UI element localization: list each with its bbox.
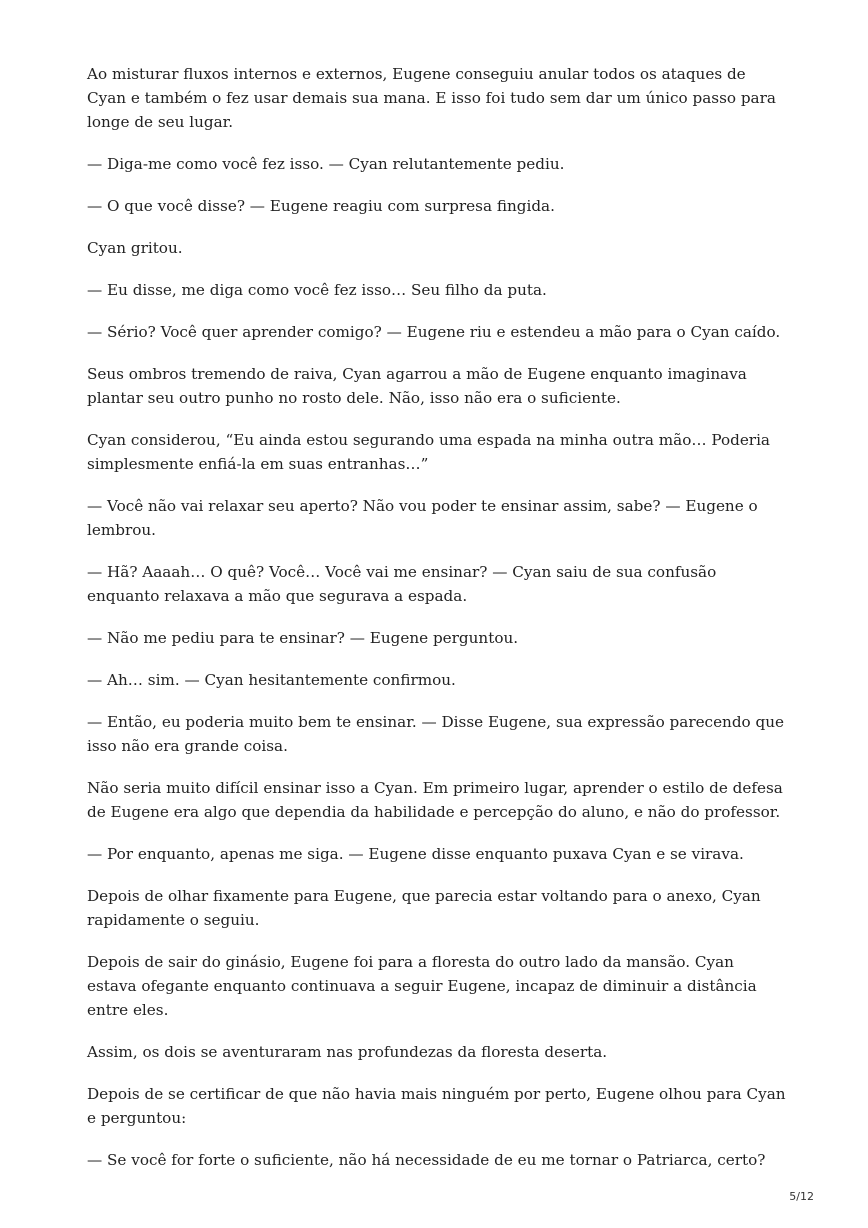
paragraph-14: Não seria muito difícil ensinar isso a Cyan. Em primeiro lugar, aprender o estilo de defesa de Eugene era algo que dependia da habilidade e percepção do aluno, e não do professor. — [87, 779, 783, 821]
paragraph-15: — Por enquanto, apenas me siga. — Eugene disse enquanto puxava Cyan e se virava. — [87, 845, 744, 863]
paragraph-9: — Você não vai relaxar seu aperto? Não vou poder te ensinar assim, sabe? — Eugene o lembrou. — [87, 497, 758, 539]
paragraph-10: — Hã? Aaaah… O quê? Você… Você vai me ensinar? — Cyan saiu de sua confusão enquanto relaxava a mão que segurava a espada. — [87, 563, 717, 605]
paragraph-12: — Ah… sim. — Cyan hesitantemente confirmou. — [87, 671, 456, 689]
paragraph-17: Depois de sair do ginásio, Eugene foi para a floresta do outro lado da mansão. Cyan estava ofegante enquanto continuava a seguir Eugene, incapaz de diminuir a distância entre eles. — [87, 953, 757, 1019]
paragraph-2: — Diga-me como você fez isso. — Cyan relutantemente pediu. — [87, 155, 565, 173]
paragraph-13: — Então, eu poderia muito bem te ensinar. — Disse Eugene, sua expressão parecendo que isso não era grande coisa. — [87, 713, 785, 755]
paragraph-3: — O que você disse? — Eugene reagiu com surpresa fingida. — [87, 197, 555, 215]
paragraph-4: Cyan gritou. — [87, 239, 183, 257]
paragraph-16: Depois de olhar fixamente para Eugene, que parecia estar voltando para o anexo, Cyan rapidamente o seguiu. — [87, 887, 761, 929]
document-page — [87, 62, 787, 1190]
paragraph-20: — Se você for forte o suficiente, não há necessidade de eu me tornar o Patriarca, certo? — [87, 1151, 766, 1169]
paragraph-11: — Não me pediu para te ensinar? — Eugene perguntou. — [87, 629, 519, 647]
paragraph-18: Assim, os dois se aventuraram nas profundezas da floresta deserta. — [87, 1043, 608, 1061]
paragraph-19: Depois de se certificar de que não havia mais ninguém por perto, Eugene olhou para Cyan e perguntou: — [87, 1085, 786, 1127]
paragraph-7: Seus ombros tremendo de raiva, Cyan agarrou a mão de Eugene enquanto imaginava plantar seu outro punho no rosto dele. Não, isso não era o suficiente. — [87, 365, 747, 407]
page-number: 5/12 — [789, 1190, 814, 1203]
paragraph-8: Cyan considerou, “Eu ainda estou segurando uma espada na minha outra mão… Poderia simplesmente enfiá-la em suas entranhas…” — [87, 431, 770, 473]
paragraph-5: — Eu disse, me diga como você fez isso… Seu filho da puta. — [87, 281, 547, 299]
paragraph-1: Ao misturar fluxos internos e externos, Eugene conseguiu anular todos os ataques de Cyan e também o fez usar demais sua mana. E isso foi tudo sem dar um único passo para longe de seu lugar. — [87, 65, 776, 131]
paragraph-6: — Sério? Você quer aprender comigo? — Eugene riu e estendeu a mão para o Cyan caído. — [87, 323, 781, 341]
